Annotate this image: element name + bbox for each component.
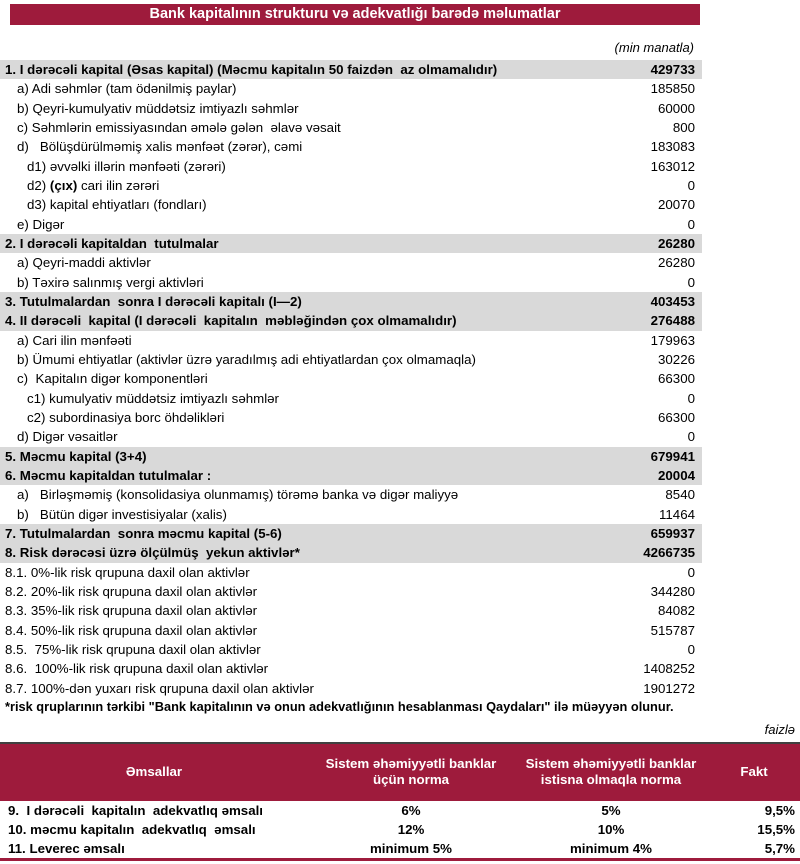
- table-row: [0, 253, 702, 272]
- row-value: 20070: [658, 197, 695, 213]
- table-row: [0, 60, 702, 79]
- ratio-norm-systemic: 12%: [397, 822, 425, 838]
- row-label: a) Adi səhmlər (tam ödənilmiş paylar): [17, 81, 237, 97]
- unit-note-percent: faizlə: [764, 721, 795, 737]
- capital-structure-table: [0, 60, 702, 698]
- table-row: [0, 485, 702, 504]
- table-row: [0, 331, 702, 350]
- ratio-row: [0, 839, 800, 858]
- row-value: 0: [687, 429, 695, 445]
- row-label: b) Qeyri-kumulyativ müddətsiz imtiyazlı səhmlər: [17, 100, 299, 116]
- row-label: 4. II dərəcəli kapital (I dərəcəli kapitalın məbləğindən çox olmamalıdır): [5, 313, 457, 329]
- table-row: [0, 176, 702, 195]
- row-label: c) Səhmlərin emissiyasından əmələ gələn əlavə vəsait: [17, 120, 341, 136]
- row-label: d3) kapital ehtiyatları (fondları): [27, 197, 207, 213]
- table-row: [0, 524, 702, 543]
- header-coefficients: Əmsallar: [125, 764, 183, 780]
- ratio-fact: 9,5%: [764, 802, 795, 818]
- table-row: [0, 601, 702, 620]
- table-row: [0, 679, 702, 698]
- row-value: 11464: [659, 506, 695, 522]
- header-norm-systemic: Sistem əhəmiyyətli banklar üçün norma: [325, 756, 497, 788]
- table-row: [0, 408, 702, 427]
- table-row: [0, 369, 702, 388]
- row-value: 679941: [650, 448, 695, 464]
- row-value: 84082: [658, 603, 695, 619]
- table-row: [0, 389, 702, 408]
- row-value: 26280: [658, 236, 695, 252]
- row-label: 8.3. 35%-lik risk qrupuna daxil olan aktivlər: [5, 603, 258, 619]
- row-value: 0: [687, 274, 695, 290]
- ratio-norm-non-systemic: minimum 4%: [569, 841, 652, 857]
- row-label: e) Digər: [17, 216, 65, 232]
- row-value: 30226: [658, 352, 695, 368]
- table-row: [0, 137, 702, 156]
- row-value: 60000: [658, 100, 695, 116]
- row-label: 7. Tutulmalardan sonra məcmu kapital (5-6): [5, 526, 282, 542]
- row-value: 66300: [658, 371, 695, 387]
- ratio-label: 11. Leverec əmsalı: [8, 841, 125, 857]
- row-label: d) Digər vəsaitlər: [17, 429, 118, 445]
- table-row: [0, 543, 702, 562]
- row-value: 185850: [650, 81, 695, 97]
- row-label: 6. Məcmu kapitaldan tutulmalar :: [5, 468, 212, 484]
- ratios-table-header-row: [0, 744, 800, 801]
- ratio-label: 9. I dərəcəli kapitalın adekvatlıq əmsalı: [8, 802, 263, 818]
- row-label: 8.1. 0%-lik risk qrupuna daxil olan aktivlər: [5, 564, 250, 580]
- table-row: [0, 157, 702, 176]
- table-row: [0, 311, 702, 330]
- row-value: 0: [687, 390, 695, 406]
- table-row: [0, 563, 702, 582]
- row-label: c1) kumulyativ müddətsiz imtiyazlı səhmlər: [27, 390, 279, 406]
- row-label: 8.5. 75%-lik risk qrupuna daxil olan aktivlər: [5, 642, 261, 657]
- row-label: b) Ümumi ehtiyatlar (aktivlər üzrə yaradılmış adi ehtiyatlardan çox olmamaqla): [17, 352, 476, 368]
- row-value: 276488: [650, 313, 695, 329]
- table-row: [0, 99, 702, 118]
- row-label: d1) əvvəlki illərin mənfəəti (zərəri): [27, 158, 226, 174]
- row-value: 403453: [650, 294, 695, 310]
- row-value: 0: [687, 642, 695, 657]
- table-row: [0, 350, 702, 369]
- row-label: d2) (çıx) cari ilin zərəri: [27, 178, 160, 194]
- row-label: 8.2. 20%-lik risk qrupuna daxil olan aktivlər: [5, 584, 258, 600]
- row-value: 659937: [650, 526, 695, 542]
- table-row: [0, 273, 702, 292]
- row-label: b) Təxirə salınmış vergi aktivləri: [17, 274, 204, 290]
- header-fact: Fakt: [740, 764, 768, 780]
- row-value: 179963: [650, 332, 695, 348]
- row-value: 66300: [658, 410, 695, 426]
- ratio-norm-non-systemic: 5%: [601, 802, 621, 818]
- row-label: c) Kapitalın digər komponentləri: [17, 371, 208, 387]
- table-row: [0, 447, 702, 466]
- row-value: 20004: [658, 468, 695, 484]
- table-row: [0, 292, 702, 311]
- table-row: [0, 195, 702, 214]
- row-label: c2) subordinasiya borc öhdəlikləri: [27, 410, 225, 426]
- row-label: 1. I dərəcəli kapital (Əsas kapital) (Məcmu kapitalın 50 faizdən az olmamalıdır): [5, 62, 498, 78]
- row-value: 1408252: [643, 661, 695, 677]
- row-value: 344280: [650, 584, 695, 600]
- row-value: 0: [687, 178, 695, 194]
- row-value: 4266735: [643, 545, 695, 561]
- table-row: [0, 640, 702, 659]
- row-label: 5. Məcmu kapital (3+4): [5, 448, 147, 464]
- row-value: 0: [687, 216, 695, 232]
- table-row: [0, 427, 702, 446]
- row-value: 183083: [650, 139, 695, 155]
- ratios-table-body: [0, 801, 800, 859]
- row-value: 8540: [665, 487, 695, 503]
- row-label: 8.7. 100%-dən yuxarı risk qrupuna daxil olan aktivlər: [5, 680, 314, 696]
- ratio-norm-systemic: minimum 5%: [369, 841, 452, 857]
- row-label: a) Birləşməmiş (konsolidasiya olunmamış) törəmə banka və digər maliyyə: [17, 487, 459, 503]
- header-norm-non-systemic: Sistem əhəmiyyətli banklar istisna olmaqla norma: [525, 756, 697, 788]
- row-label: a) Qeyri-maddi aktivlər: [17, 255, 151, 271]
- row-label: d) Bölüşdürülməmiş xalis mənfəət (zərər), cəmi: [17, 139, 303, 155]
- ratio-norm-non-systemic: 10%: [597, 822, 625, 838]
- row-value: 800: [672, 120, 695, 136]
- ratio-fact: 5,7%: [764, 841, 795, 857]
- table-row: [0, 505, 702, 524]
- table-row: [0, 118, 702, 137]
- row-value: 0: [687, 564, 695, 580]
- row-value: 163012: [650, 158, 695, 174]
- table-row: [0, 466, 702, 485]
- risk-groups-footnote: *risk qruplarının tərkibi "Bank kapitalının və onun adekvatlığının hesablanması Qaydaları" ilə müəyyən olunur.: [5, 698, 674, 714]
- ratio-row: [0, 801, 800, 820]
- row-value: 26280: [658, 255, 695, 271]
- row-label: 8.4. 50%-lik risk qrupuna daxil olan aktivlər: [5, 622, 258, 638]
- row-label: b) Bütün digər investisiyalar (xalis): [17, 506, 227, 522]
- unit-note-thousand-manat: (min manatla): [614, 40, 694, 55]
- ratio-norm-systemic: 6%: [401, 802, 421, 818]
- report-page: [0, 4, 800, 861]
- ratio-row: [0, 820, 800, 839]
- table-row: [0, 621, 702, 640]
- table-row: [0, 79, 702, 98]
- table-row: [0, 582, 702, 601]
- row-value: 429733: [650, 62, 695, 78]
- adequacy-ratios-table: [0, 742, 800, 859]
- row-value: 515787: [650, 622, 695, 638]
- table-row: [0, 659, 702, 678]
- table-row: [0, 215, 702, 234]
- row-value: 1901272: [643, 680, 695, 696]
- row-label: a) Cari ilin mənfəəti: [17, 332, 132, 348]
- row-label: 3. Tutulmalardan sonra I dərəcəli kapitalı (I—2): [5, 294, 302, 310]
- page-title: Bank kapitalının strukturu və adekvatlığı barədə məlumatlar: [10, 4, 700, 25]
- row-label: 8. Risk dərəcəsi üzrə ölçülmüş yekun aktivlər*: [5, 545, 300, 561]
- ratio-fact: 15,5%: [757, 822, 795, 838]
- row-label: 8.6. 100%-lik risk qrupuna daxil olan aktivlər: [5, 661, 269, 677]
- ratio-label: 10. məcmu kapitalın adekvatlıq əmsalı: [8, 822, 256, 838]
- table-row: [0, 234, 702, 253]
- row-label: 2. I dərəcəli kapitaldan tutulmalar: [5, 236, 219, 252]
